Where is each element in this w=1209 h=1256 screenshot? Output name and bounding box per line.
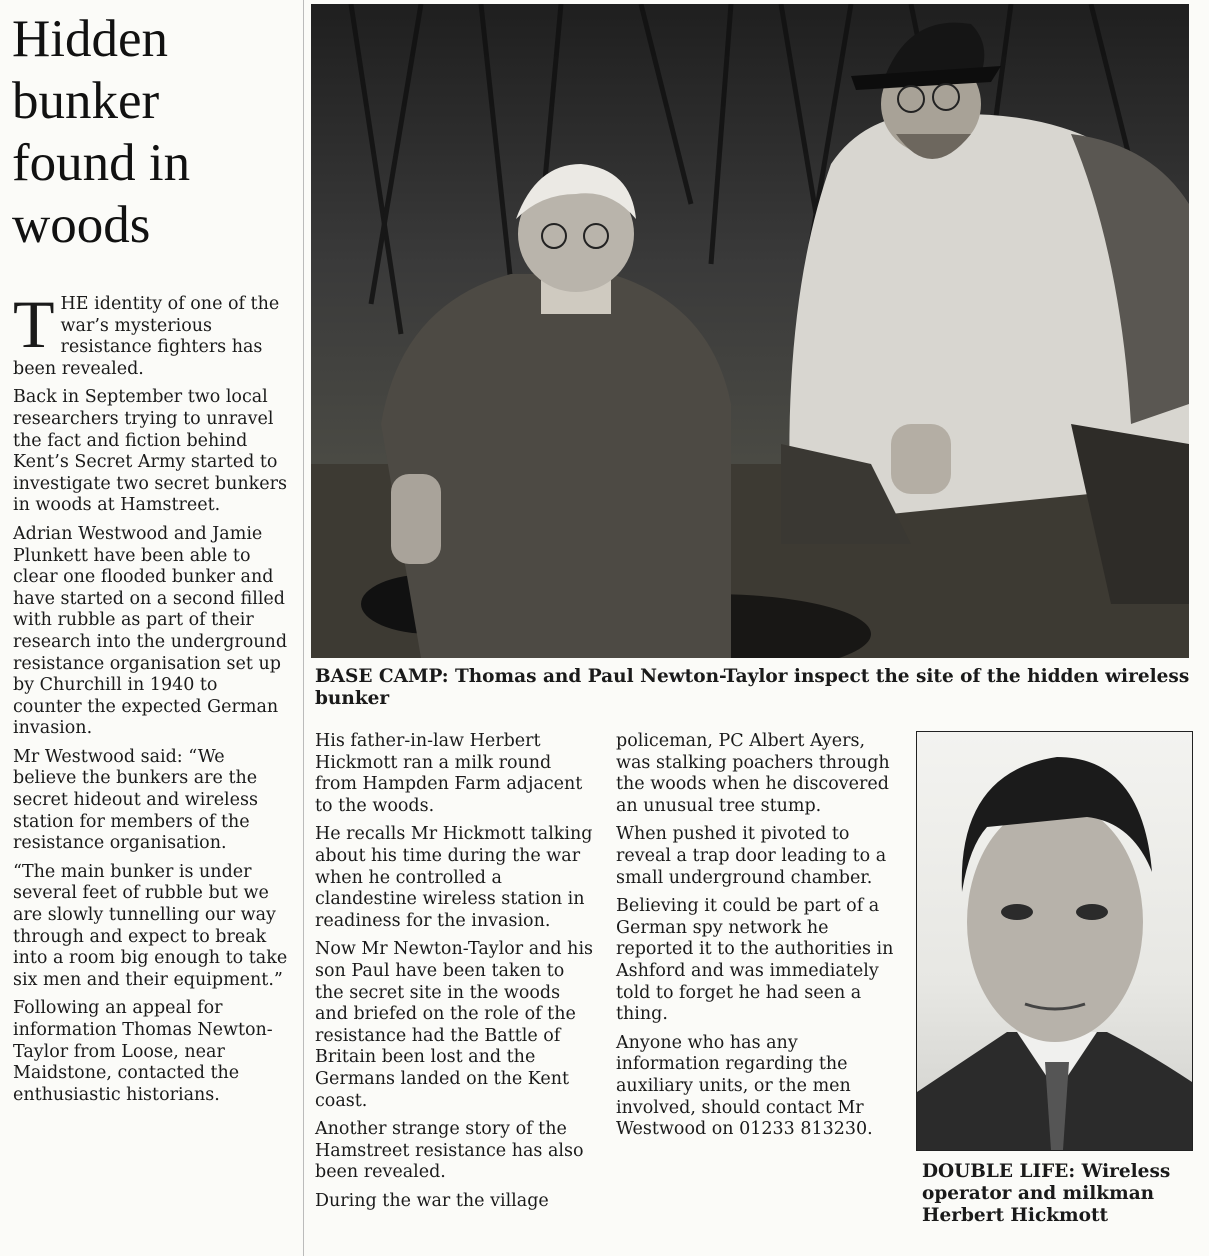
article-paragraph: When pushed it pivoted to reveal a trap door leading to a small underground chamber. (616, 824, 887, 888)
article-paragraph: During the war the village (315, 1190, 549, 1211)
headline (12, 8, 302, 256)
article-paragraph: THE identity of one of the war’s mysterious resistance fighters has been revealed. (13, 286, 280, 379)
woodland-scene (311, 4, 1189, 658)
article-column-2 (315, 731, 597, 1219)
headline-line: Hidden (12, 10, 169, 68)
article-paragraph: Believing it could be part of a German spy network he reported it to the authorities in Ashford and was immediately told to forget he had seen a thing. (616, 896, 894, 1025)
portrait-caption: DOUBLE LIFE: Wireless operator and milkman Herbert Hickmott (922, 1161, 1171, 1226)
article-paragraph: Following an appeal for information Thomas Newton-Taylor from Loose, near Maidstone, contacted the enthusiastic historians. (13, 998, 273, 1105)
article-paragraph: His father-in-law Herbert Hickmott ran a milk round from Hampden Farm adjacent to the woods. (315, 731, 583, 816)
headline-line: bunker (12, 72, 160, 130)
article-paragraph: Anyone who has any information regarding the auxiliary units, or the men involved, should contact Mr Westwood on 01233 813230. (616, 1032, 873, 1140)
drop-cap: T (13, 286, 55, 362)
article-paragraph: Now Mr Newton-Taylor and his son Paul have been taken to the secret site in the woods and briefed on the role of the resistance had the Battle of Britain been lost and the Germans landed on the Kent coast. (315, 939, 594, 1111)
article-paragraph: policeman, PC Albert Ayers, was stalking poachers through the woods when he discovered an unusual tree stump. (616, 731, 890, 816)
article-paragraph: He recalls Mr Hickmott talking about his time during the war when he controlled a clandestine wireless station in readiness for the invasion. (315, 824, 593, 931)
main-photo (311, 4, 1189, 658)
headline-line: woods (12, 196, 151, 254)
portrait-photo (916, 731, 1193, 1151)
headline-line: found in (12, 134, 191, 192)
article-paragraph: Another strange story of the Hamstreet resistance has also been revealed. (315, 1119, 584, 1183)
article-column-1 (13, 286, 291, 1113)
main-photo-caption: BASE CAMP: Thomas and Paul Newton-Taylor inspect the site of the hidden wireless bunker (315, 666, 1190, 709)
article-paragraph: Back in September two local researchers trying to unravel the fact and fiction behind Kent’s Secret Army started to investigate two secret bunkers in woods at Hamstreet. (13, 387, 287, 516)
article-paragraph: Adrian Westwood and Jamie Plunkett have been able to clear one flooded bunker and have started on a second filled with rubble as part of their research into the underground resistance organisation set up by Churchill in 1940 to counter the expected German invasion. (13, 523, 288, 739)
article-paragraph: Mr Westwood said: “We believe the bunkers are the secret hideout and wireless station for members of the resistance organisation. (13, 746, 258, 854)
column-divider (303, 0, 304, 1256)
portrait-figure (917, 732, 1192, 1150)
article-paragraph: “The main bunker is under several feet of rubble but we are slowly tunnelling our way through and expect to break into a room big enough to take six men and their equipment.” (13, 861, 288, 990)
article-column-3 (616, 731, 896, 1148)
